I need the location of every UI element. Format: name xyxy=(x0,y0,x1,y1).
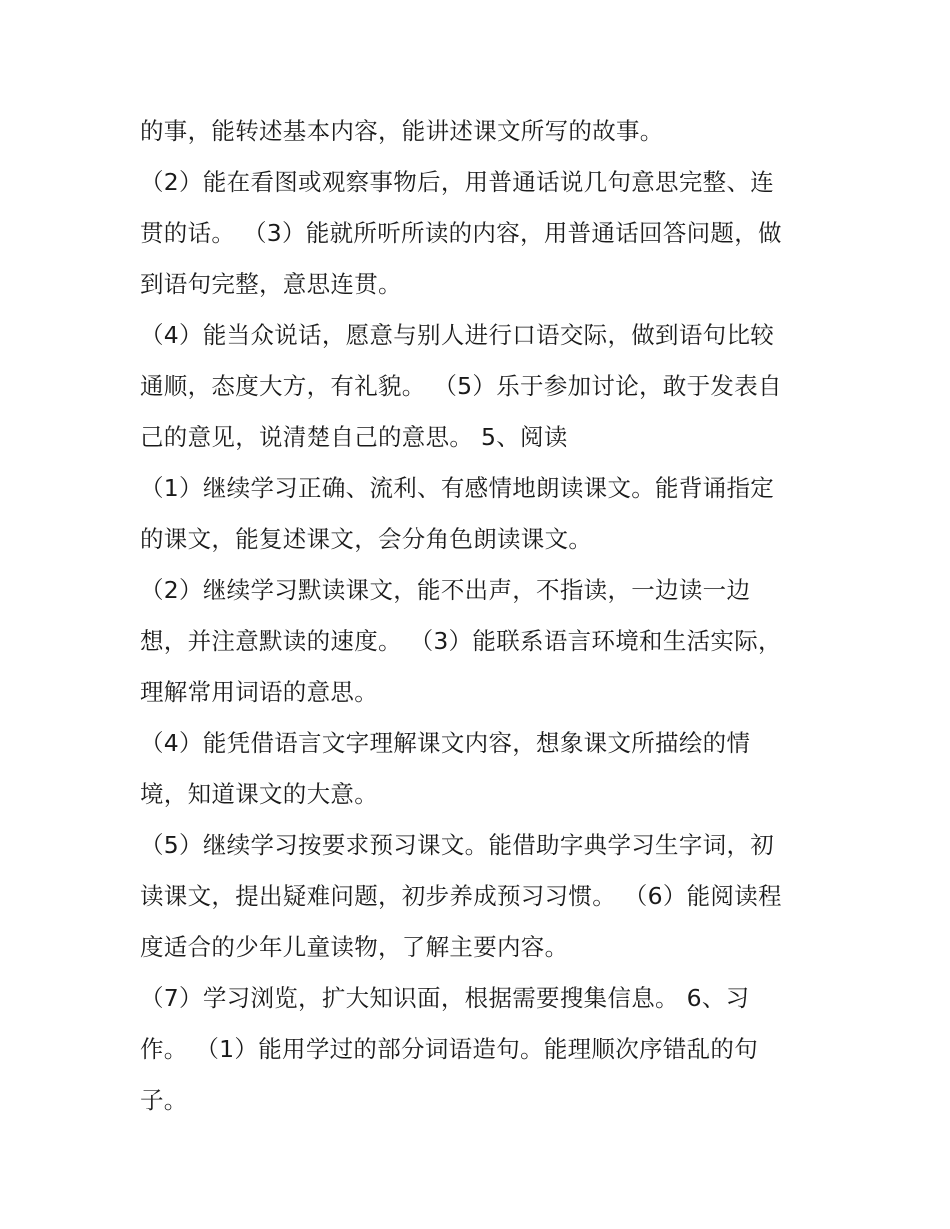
document-page xyxy=(140,106,820,1126)
text-line-18: （7）学习浏览，扩大知识面，根据需要搜集信息。 6、习 xyxy=(140,984,750,1012)
text-line-3: 贯的话。 （3）能就所听所读的内容，用普通话回答问题，做 xyxy=(140,219,782,247)
text-line-13: （4）能凭借语言文字理解课文内容，想象课文所描绘的情 xyxy=(140,729,751,757)
text-line-8: （1）继续学习正确、流利、有感情地朗读课文。能背诵指定 xyxy=(140,474,775,502)
text-line-2: （2）能在看图或观察事物后，用普通话说几句意思完整、连 xyxy=(140,168,775,196)
text-line-14: 境，知道课文的大意。 xyxy=(140,780,378,808)
text-line-15: （5）继续学习按要求预习课文。能借助字典学习生字词，初 xyxy=(140,831,775,859)
text-line-1: 的事，能转述基本内容，能讲述课文所写的故事。 xyxy=(140,117,664,145)
text-line-16: 读课文，提出疑难问题，初步养成预习习惯。 （6）能阅读程 xyxy=(140,882,782,910)
text-line-6: 通顺，态度大方，有礼貌。 （5）乐于参加讨论，敢于发表自 xyxy=(140,372,782,400)
text-line-5: （4）能当众说话，愿意与别人进行口语交际，做到语句比较 xyxy=(140,321,775,349)
text-line-10: （2）继续学习默读课文，能不出声，不指读，一边读一边 xyxy=(140,576,751,604)
text-line-17: 度适合的少年儿童读物，了解主要内容。 xyxy=(140,933,569,961)
text-line-4: 到语句完整，意思连贯。 xyxy=(140,270,402,298)
text-line-9: 的课文，能复述课文，会分角色朗读课文。 xyxy=(140,525,593,553)
text-line-7: 己的意见，说清楚自己的意思。 5、阅读 xyxy=(140,423,568,451)
text-line-12: 理解常用词语的意思。 xyxy=(140,678,378,706)
text-line-20: 子。 xyxy=(140,1086,188,1114)
text-line-11: 想，并注意默读的速度。 （3）能联系语言环境和生活实际， xyxy=(140,627,782,655)
text-line-19: 作。 （1）能用学过的部分词语造句。能理顺次序错乱的句 xyxy=(140,1035,759,1063)
